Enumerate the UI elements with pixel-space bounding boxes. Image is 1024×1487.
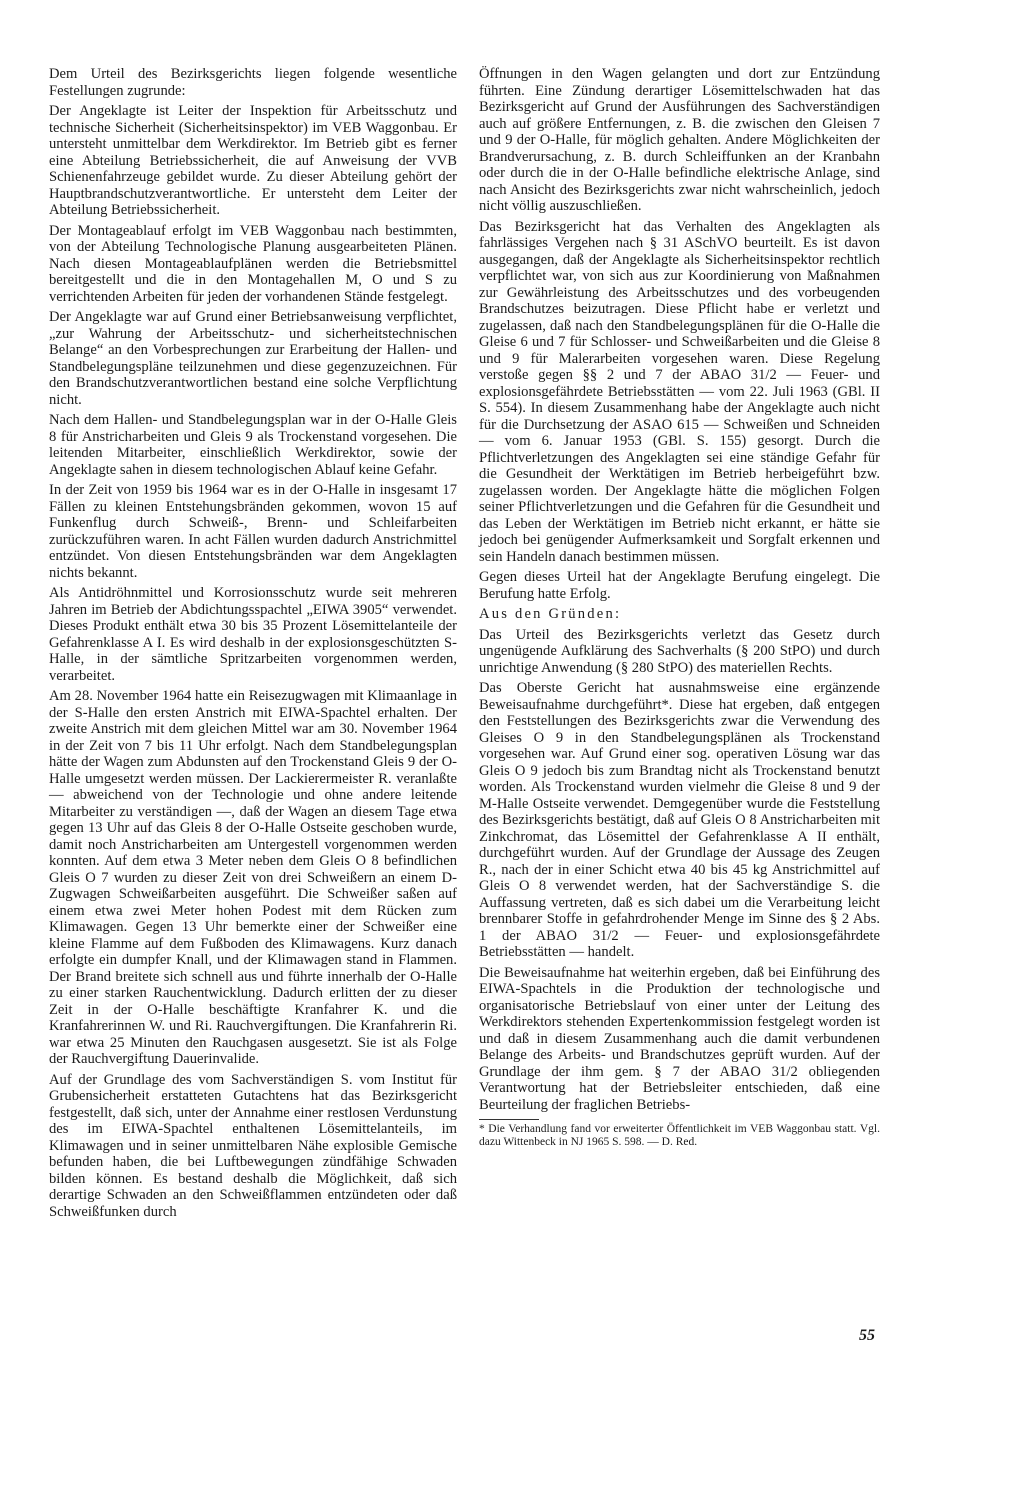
paragraph: Das Urteil des Bezirksgerichts verletzt das Gesetz durch ungenügende Aufklärung des Sachverhalts (§ 200 StPO) und durch unrichtige Anwendung (§ 280 StPO) des materiellen Rechts. [479,626,880,676]
paragraph: Das Oberste Gericht hat ausnahmsweise eine ergänzende Beweisaufnahme durchgeführt*. Diese hat ergeben, daß entgegen den Feststellungen des Bezirksgerichts zwar die Verwendung des Gleises O 9 in den Standbelegungsplänen als Trockenstand vorgesehen war. Auf Grund einer sog. operativen Lösung war das Gleis O 9 jedoch bis zum Brandtag nicht als Trockenstand benutzt worden. Als Trockenstand wurden vielmehr die Gleise 8 und 9 der M-Halle Ostseite verwendet. Demgegenüber wurde die Feststellung des Bezirksgerichts bestätigt, daß auf Gleis O 8 Anstricharbeiten mit Zinkchromat, das Lösemittel der Gefahrenklasse A II enthält, durchgeführt wurden. Auf der Grundlage der Aussage des Zeugen R., nach der in einer Schicht etwa 40 bis 45 kg Anstrichmittel auf Gleis O 8 verwendet werden, hat der Sachverständige S. die Auffassung vertreten, daß es sich dabei um die Verarbeitung leicht brennbarer Stoffe in gefahrdrohender Menge im Sinne des § 2 Abs. 1 der ABAO 31/2 — Feuer- und explosionsgefährdete Betriebsstätten — handelt. [479,680,880,960]
section-heading: Aus den Gründen: [479,606,622,622]
paragraph: Am 28. November 1964 hatte ein Reisezugwagen mit Klimaanlage in der S-Halle den ersten Anstrich mit EIWA-Spachtel erhalten. Der zweite Anstrich mit dem gleichen Mittel war am 30. November 1964 in der Zeit von 7 bis 11 Uhr erfolgt. Nach dem Standbelegungsplan hätte der Wagen zum Abdunsten auf den Trockenstand Gleis 9 der O-Halle umgesetzt werden müssen. Der Lackierermeister R. veranlaßte — abweichend von der Technologie und ohne andere leitende Mitarbeiter zu verständigen —, daß der Wagen an diesem Tage etwa gegen 13 Uhr auf das Gleis 8 der O-Halle Ostseite geschoben wurde, damit noch Anstricharbeiten am Untergestell vorgenommen werden konnten. Auf dem etwa 3 Meter neben dem Gleis O 8 befindlichen Gleis O 7 wurden zu dieser Zeit von drei Schweißern an einem D-Zugwagen Schweißarbeiten ausgeführt. Die Schweißer saßen auf einem etwa zwei Meter hohen Podest mit dem Rücken zum Klimawagen. Gegen 13 Uhr bemerkte einer der Schweißer eine kleine Flamme auf dem Fußboden des Klimawagens. Kurz danach erfolgte ein dumpfer Knall, und der Klimawagen stand in Flammen. Der Brand breitete sich schnell aus und führte innerhalb der O-Halle zu einer starken Rauchentwicklung. Dadurch erlitten der zu dieser Zeit in der O-Halle beschäftigte Kranfahrer K. und die Kranfahrerinnen W. und Ri. Rauchvergiftungen. Die Kranfahrerin Ri. war etwa 25 Minuten den Rauchgasen ausgesetzt. Sie ist als Folge der Rauchvergiftung Dauerinvalide. [49,688,457,1067]
paragraph: Auf der Grundlage des vom Sachverständigen S. vom Institut für Grubensicherheit erstatteten Gutachtens hat das Bezirksgericht festgestellt, daß sich, unter der Annahme einer restlosen Verdunstung des im EIWA-Spachtel enthaltenen Lösemittelanteils, im Klimawagen und in seiner unmittelbaren Nähe explosible Gemische befunden haben, die bei Luftbewegungen zündfähige Schwaden bilden können. Es bestand deshalb die Möglichkeit, daß sich derartige Schwaden an den Schweißflammen entzündeten oder daß Schweißfunken durch [49,1071,457,1220]
paragraph: Dem Urteil des Bezirksgerichts liegen folgende wesentliche Festellungen zugrunde: [49,66,457,99]
page-number: 55 [859,1327,875,1344]
paragraph: Die Beweisaufnahme hat weiterhin ergeben, daß bei Einführung des EIWA-Spachtels in die Produktion der technologische und organisatorische Betriebslauf von einer unter der Leitung des Werkdirektors stehenden Expertenkommission festgelegt worden ist und daß in diesem Zusammenhang auch die damit verbundenen Belange des Arbeits- und Brandschutzes geprüft wurden. Auf der Grundlage der ihm gem. § 7 der ABAO 31/2 obliegenden Verantwortung hat der Betriebsleiter entschieden, daß eine Beurteilung der fraglichen Betriebs- [479,964,880,1113]
right-column [479,66,880,1153]
paragraph: Als Antidröhnmittel und Korrosionsschutz wurde seit mehreren Jahren im Betrieb der Abdichtungsspachtel „EIWA 3905“ verwendet. Dieses Produkt enthält etwa 30 bis 35 Prozent Lösemittelanteile der Gefahrenklasse A I. Es wird deshalb in der explosionsgeschützten S-Halle, in der sämtliche Spritzarbeiten vorgenommen werden, verarbeitet. [49,585,457,684]
paragraph: Der Angeklagte ist Leiter der Inspektion für Arbeitsschutz und technische Sicherheit (Sicherheitsinspektor) im VEB Waggonbau. Er untersteht unmittelbar dem Werkdirektor. Im Betrieb gibt es ferner eine Abteilung Betriebssicherheit, die auf Anweisung der VVB Schienenfahrzeuge gebildet wurde. Zu dieser Abteilung gehört der Hauptbrandschutzverantwortliche. Er untersteht dem Leiter der Abteilung Betriebssicherheit. [49,103,457,218]
paragraph: Nach dem Hallen- und Standbelegungsplan war in der O-Halle Gleis 8 für Anstricharbeiten und Gleis 9 als Trockenstand vorgesehen. Die leitenden Mitarbeiter, einschließlich Werkdirektor, sowie der Angeklagte sahen in diesem technologischen Ablauf keine Gefahr. [49,412,457,478]
paragraph: Öffnungen in den Wagen gelangten und dort zur Entzündung führten. Eine Zündung derartiger Lösemittelschwaden hat das Bezirksgericht auf Grund der Ausführungen des Sachverständigen auch auf größere Entfernungen, z. B. die zwischen den Gleisen 7 und 9 der O-Halle, für möglich gehalten. Andere Möglichkeiten der Brandverursachung, z. B. durch Schleiffunken an der Kranbahn oder durch die in der O-Halle befindliche elektrische Anlage, sind nach Ansicht des Bezirksgerichts zwar nicht wahrscheinlich, jedoch nicht völlig auszuschließen. [479,66,880,214]
paragraph: Der Montageablauf erfolgt im VEB Waggonbau nach bestimmten, von der Abteilung Technologische Planung ausgearbeiteten Plänen. Nach diesen Montageablaufplänen werden die Betriebsmittel bereitgestellt und die in den Montagehallen M, O und S zu verrichtenden Arbeiten für jeden der vorhandenen Stände festgelegt. [49,222,457,305]
footnote-divider [479,1119,539,1120]
left-column [49,66,457,1224]
paragraph: In der Zeit von 1959 bis 1964 war es in der O-Halle in insgesamt 17 Fällen zu kleinen Entstehungsbränden gekommen, wovon 15 auf Funkenflug durch Schweiß-, Brenn- und Schleifarbeiten zurückzuführen waren. In acht Fällen wurden dadurch Anstrichmittel entzündet. Von diesen Entstehungsbränden war dem Angeklagten nichts bekannt. [49,482,457,581]
footnote: * Die Verhandlung fand vor erweiterter Öffentlichkeit im VEB Waggonbau statt. Vgl. dazu Wittenbeck in NJ 1965 S. 598. — D. Red. [479,1123,880,1148]
paragraph: Gegen dieses Urteil hat der Angeklagte Berufung eingelegt. Die Berufung hatte Erfolg. [479,569,880,602]
paragraph: Das Bezirksgericht hat das Verhalten des Angeklagten als fahrlässiges Vergehen nach § 31 ASchVO beurteilt. Es ist davon ausgegangen, daß der Angeklagte als Sicherheitsinspektor rechtlich verpflichtet war, von sich aus zur Koordinierung von Maßnahmen zur Gewährleistung des Arbeitsschutzes und des vorbeugenden Brandschutzes beizutragen. Diese Pflicht habe er verletzt und zugelassen, daß nach den Standbelegungsplänen für die O-Halle die Gleise 6 und 7 für Schlosser- und Schweißarbeiten und die Gleise 8 und 9 für Malerarbeiten vorgesehen waren. Diese Regelung verstoße gegen §§ 2 und 7 der ABAO 31/2 — Feuer- und explosionsgefährdete Betriebsstätten — vom 22. Juli 1963 (GBl. II S. 554). In diesem Zusammenhang habe der Angeklagte auch nicht für die Durchsetzung der ASAO 615 — Schweißen und Schneiden — vom 6. Januar 1953 (GBl. S. 155) gesorgt. Durch die Pflichtverletzungen des Angeklagten sei eine ständige Gefahr für die Gesundheit der Werktätigen im Betrieb herbeigeführt bzw. zugelassen worden. Der Angeklagte hätte die möglichen Folgen seiner Pflichtverletzungen und die Gefahren für die Gesundheit und das Leben der Werktätigen im Betrieb nicht erkannt, er hätte sie jedoch bei genügender Aufmerksamkeit und Sorgfalt erkennen und sein Handeln danach bestimmen müssen. [479,218,880,565]
paragraph: Der Angeklagte war auf Grund einer Betriebsanweisung verpflichtet, „zur Wahrung der Arbeitsschutz- und sicherheitstechnischen Belange“ an den Vorbesprechungen zur Erarbeitung der Hallen- und Standbelegungspläne teilzunehmen und diese gegenzuzeichnen. Für den Brandschutzverantwortlichen bestand eine solche Verpflichtung nicht. [49,309,457,408]
